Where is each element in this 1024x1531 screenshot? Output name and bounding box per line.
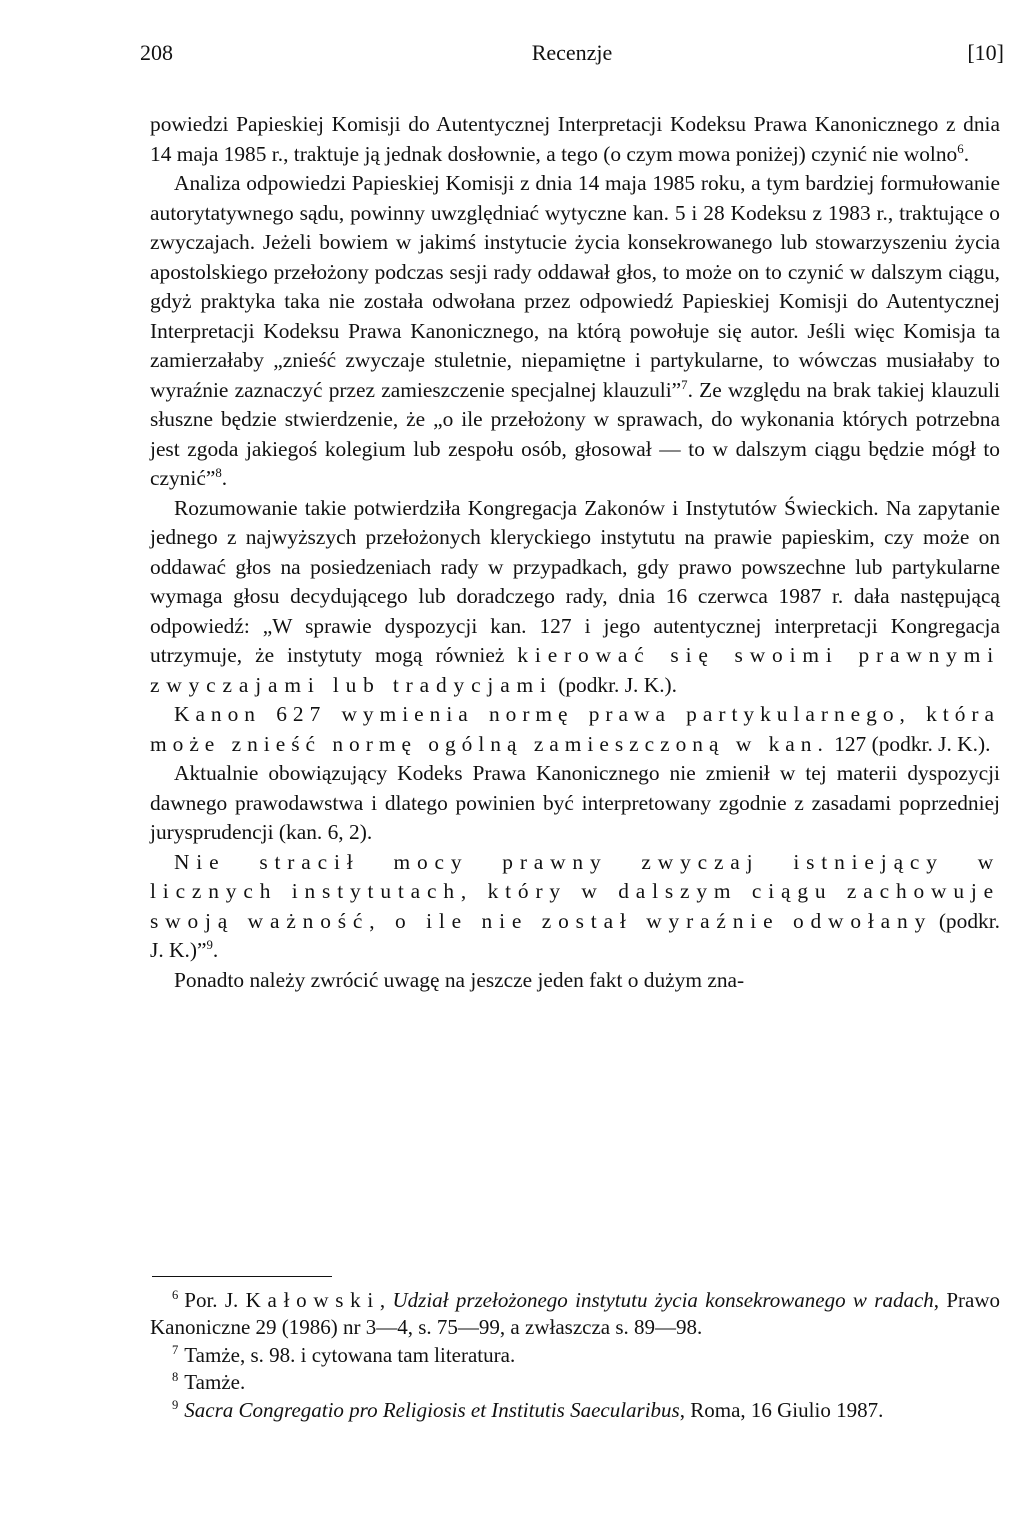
paragraph-continuation [150,110,1000,169]
paragraph-analysis [150,169,1000,494]
paragraph-text: Aktualnie obowiązujący Kodeks Prawa Kanonicznego nie zmienił w tej materii dyspozycji dawnego prawodawstwa i dlatego powinien być interpretowany zgodnie z zasadami poprzedniej jurysprudencji (kan. 6, 2). [150,761,1000,844]
paragraph-text: Rozumowanie takie potwierdziła Kongregacja Zakonów i Instytutów Świeckich. Na zapytanie jednego z najwyższych przełożonych kleryckiego instytutu na prawie papieskim, czy może on oddawać głos na posiedzeniach rady w przypadkach, gdy prawo powszechne lub partykularne wymaga głosu decydującego lub doradczego rady, dnia 16 czerwca 1987 r. dała następującą odpowiedź: „W sprawie dyspozycji kan. 127 i jego autentycznej interpretacji Kongregacja utrzymuje, że instytuty mogą również [150,495,1000,667]
paragraph-canon-627 [150,700,1000,759]
footnote-text: Tamże, s. 98. i cytowana tam literatura. [184,1342,516,1367]
footnote-text: , Prawo Kanoniczne 29 (1986) nr 3—4, s. 75—99, a zwłaszcza s. 89—98. [150,1288,1000,1340]
footnote-ref: 6 [957,141,964,156]
footnote-number: 8 [172,1370,179,1385]
footnote-number: 6 [172,1288,179,1302]
paragraph-text: Analiza odpowiedzi Papieskiej Komisji z dnia 14 maja 1985 roku, a tym bardziej formułowanie autorytatywnego sądu, powinny uwzględniać wytyczne kan. 5 i 28 Kodeksu z 1983 r., traktujące o zwyczajach. Jeżeli bowiem w jakimś instytucie życia konsekrowanego lub stowarzyszeniu życia apostolskiego przełożony podczas sesji rady oddawał głos, to może on to czynić w dalszym ciągu, gdyż praktyka taka nie została odwołana przez odpowiedź Papieskiej Komisji do Autentycznej Interpretacji Kodeksu Prawa Kanonicznego, na którą powołuje się autor. Jeśli więc Komisja ta zamierzałaby „znieść zwyczaje stuletnie, niepamiętne i partykularne, to wówczas musiałaby to wyraźnie zaznaczyć przez zamieszczenie specjalnej klauzuli” [150,171,1000,402]
paragraph-custom [150,848,1000,966]
paragraph-current-code [150,759,1000,848]
footnote-author: Kałowski [245,1288,380,1312]
footnote-text: Por. J. [184,1288,246,1312]
spaced-emphasis: Nie stracił mocy prawny zwyczaj istniejący w licznych instytutach, który w dalszym ciągu zachowuje swoją ważność, o ile nie został wyraźnie odwołany [150,849,1000,933]
paragraph-text: 127 (podkr. J. K.). [828,731,991,756]
footnote-ref: 7 [681,377,688,392]
footnote-text: , Roma, 16 Giulio 1987. [679,1397,884,1422]
footnote-8 [150,1369,1000,1396]
punctuation: . [221,466,228,490]
footnotes [150,1287,1000,1424]
spaced-emphasis: Kanon 627 wymienia normę prawa partykularnego, która może znieść normę ogólną zamieszczoną w kan. [150,702,1000,756]
footnote-title: Sacra Congregatio pro Religiosis et Institutis Saecularibus [184,1397,680,1422]
punctuation: . [212,938,219,962]
spaced-emphasis: kierować się swoimi prawnymi zwyczajami lub tradycjami [150,643,1000,697]
footnote-title: Udział przełożonego instytutu życia konsekrowanego w radach [392,1288,934,1312]
paragraph-text: (podkr. J. K.). [552,672,678,697]
paragraph-congregation [150,494,1000,701]
paragraph-text: powiedzi Papieskiej Komisji do Autentycznej Interpretacji Kodeksu Prawa Kanonicznego z dnia 14 maja 1985 r., traktuje ją jednak dosłownie, a tego (o czym mowa poniżej) czynić nie wolno [150,112,1000,166]
footnote-6 [150,1287,1000,1342]
running-header [140,40,1004,74]
footnote-number: 9 [172,1397,179,1412]
paragraph-final [150,966,1000,996]
body-text [150,110,1000,995]
paragraph-text: . Ze względu na brak takiej klauzuli słuszne będzie stwierdzenie, że „o ile przełożony w sprawach, do wykonania których potrzebna jest zgoda jakiegoś kolegium lub zespołu osób, głosował — to w dalszym ciągu będzie mógł to czynić” [150,377,1000,490]
paragraph-text: (podkr. J. K.)” [150,908,1001,962]
footnote-divider [152,1276,332,1277]
footnote-ref: 9 [206,937,213,952]
footnote-text: , [379,1288,393,1312]
bracket-number: [10] [967,40,1004,65]
footnote-ref: 8 [215,465,222,480]
footnote-text: Tamże. [184,1370,246,1395]
paragraph-text: Ponadto należy zwrócić uwagę na jeszcze jeden fakt o dużym zna- [174,967,745,992]
footnote-9 [150,1397,1000,1424]
footnote-7 [150,1342,1000,1369]
punctuation: . [963,141,970,166]
footnote-number: 7 [172,1342,179,1357]
section-title: Recenzje [531,40,613,65]
page-number: 208 [140,40,173,65]
